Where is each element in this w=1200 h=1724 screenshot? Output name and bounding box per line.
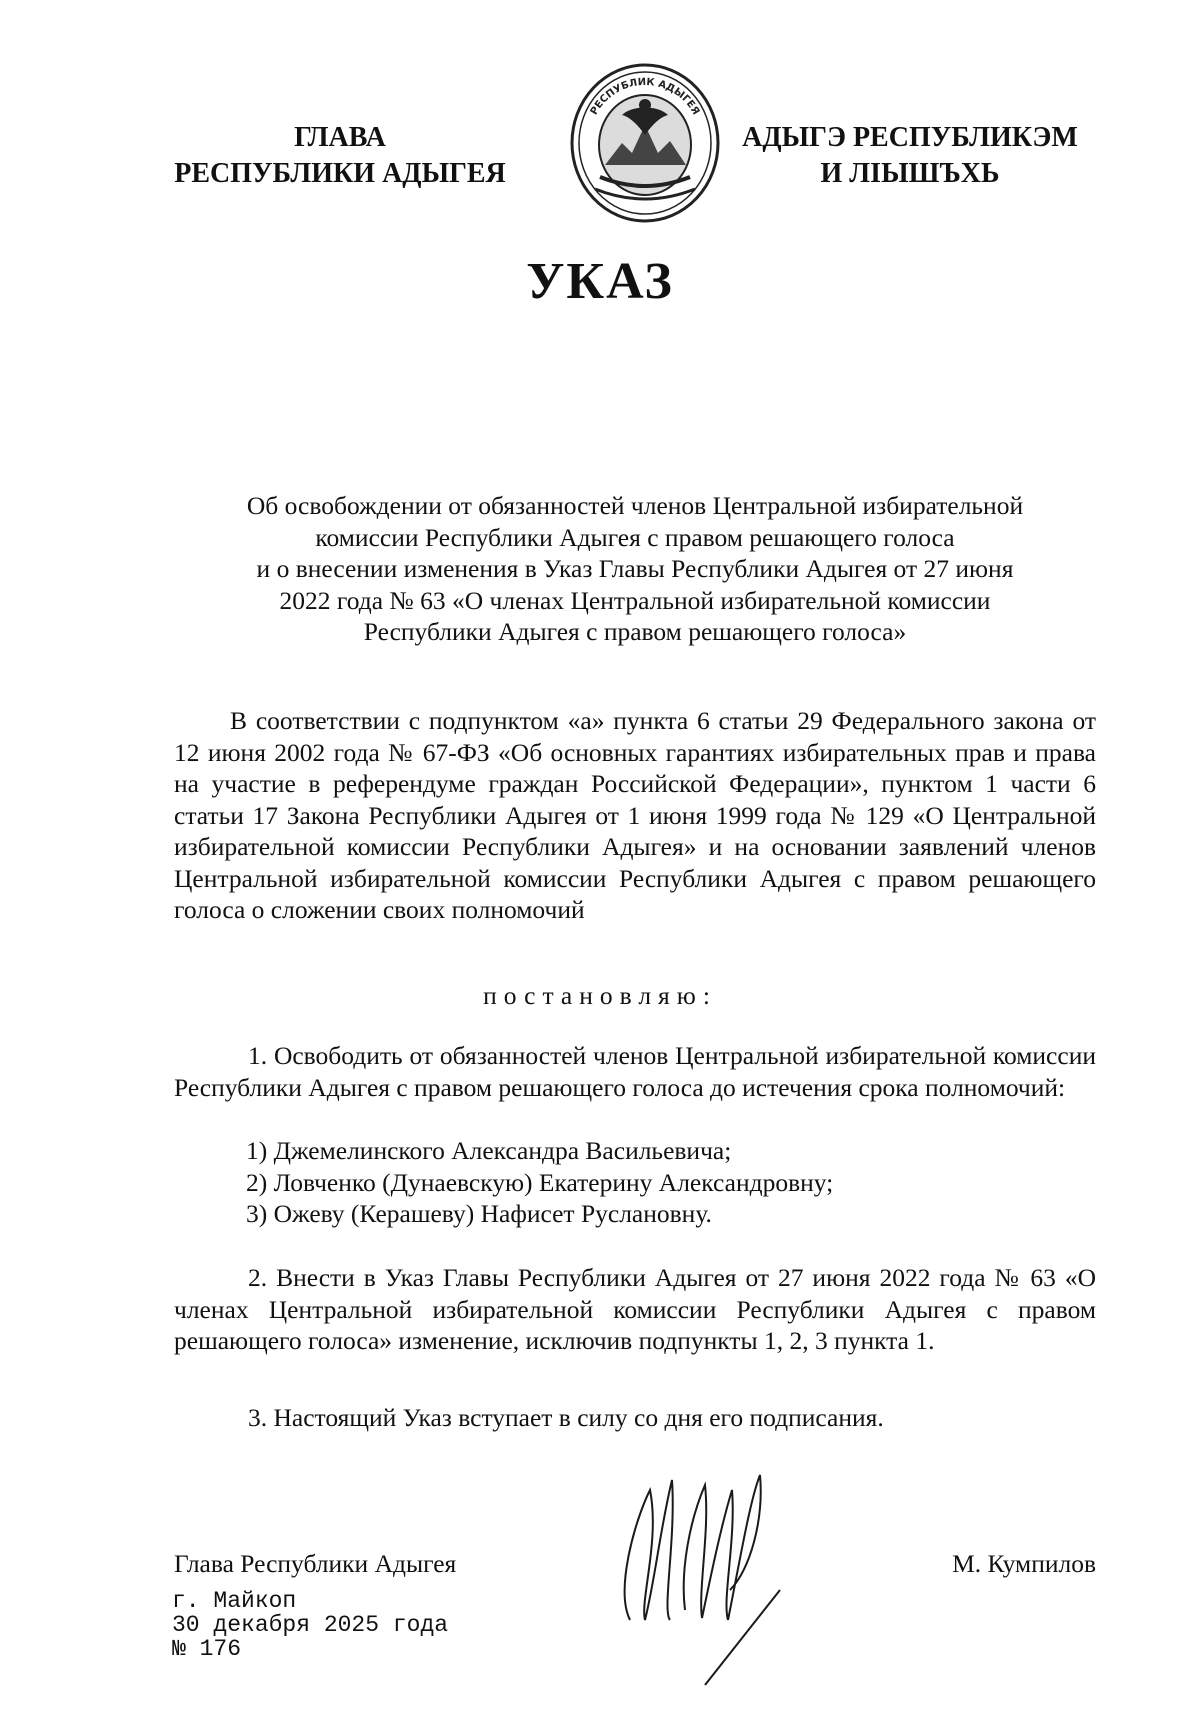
document-title: УКАЗ (526, 253, 674, 310)
date: 30 декабря 2025 года (172, 1612, 449, 1638)
coat-of-arms-emblem (560, 55, 730, 225)
header-right-line2: И ЛІЫШЪХЬ (820, 158, 1000, 189)
header-left-line1: ГЛАВА (294, 122, 386, 153)
subject-line: комиссии Республики Адыгея с правом решающего голоса (315, 522, 955, 552)
place: г. Майкоп (172, 1588, 297, 1614)
item-1-paragraph: 1. Освободить от обязанностей членов Центральной избирательной комиссии Республики Адыгея с правом решающего голоса до истечения срока полномочий: (174, 1041, 1096, 1102)
list-item: 1) Джемелинского Александра Васильевича; (246, 1136, 732, 1165)
item-2-paragraph: 2. Внести в Указ Главы Республики Адыгея от 27 июня 2022 года № 63 «О членах Центральной избирательной комиссии Республики Адыгея с правом решающего голоса» изменение, исключив подпункты 1, 2, 3 пункта 1. (174, 1263, 1096, 1355)
header-left-line2: РЕСПУБЛИКИ АДЫГЕЯ (174, 158, 506, 189)
subject-line: Об освобождении от обязанностей членов Центральной избирательной (246, 491, 1024, 520)
subject-line: и о внесении изменения в Указ Главы Республики Адыгея от 27 июня (256, 554, 1014, 583)
header-right-line1: АДЫГЭ РЕСПУБЛИКЭМ (742, 122, 1078, 153)
subject-line: 2022 года № 63 «О членах Центральной избирательной комиссии (279, 585, 991, 615)
signatory-position: Глава Республики Адыгея (174, 1549, 457, 1578)
header-right (720, 120, 1100, 192)
preamble-paragraph: В соответствии с подпунктом «а» пункта 6 статьи 29 Федерального закона от 12 июня 2002 года № 67-ФЗ «Об основных гарантиях избирательных прав и права на участие в референдуме граждан Российской Федерации», пунктом 1 части 6 статьи 17 Закона Республики Адыгея от 1 июня 1999 года № 129 «О Центральной избирательной комиссии Республики Адыгея» и на основании заявлений членов Центральной избирательной комиссии Республики Адыгея с правом решающего голоса о сложении своих полномочий (174, 706, 1096, 924)
place-date-number (172, 1589, 448, 1661)
decree-number: № 176 (172, 1636, 242, 1662)
signatory-name: М. Кумпилов (952, 1549, 1096, 1578)
list-item: 2) Ловченко (Дунаевскую) Екатерину Александровну; (246, 1167, 834, 1197)
header-left (150, 120, 530, 192)
decree-subject (170, 490, 1100, 648)
persons-list (174, 1135, 1096, 1230)
emblem-text: РЕСПУБЛИК АДЫГЕЯ (588, 76, 702, 117)
list-item: 3) Ожеву (Керашеву) Нафисет Руслановну. (246, 1199, 712, 1228)
handwritten-signature (610, 1460, 810, 1695)
decree-word: постановляю: (483, 981, 717, 1010)
subject-line: Республики Адыгея с правом решающего голоса» (363, 617, 907, 646)
item-3-paragraph: 3. Настоящий Указ вступает в силу со дня его подписания. (248, 1403, 884, 1432)
